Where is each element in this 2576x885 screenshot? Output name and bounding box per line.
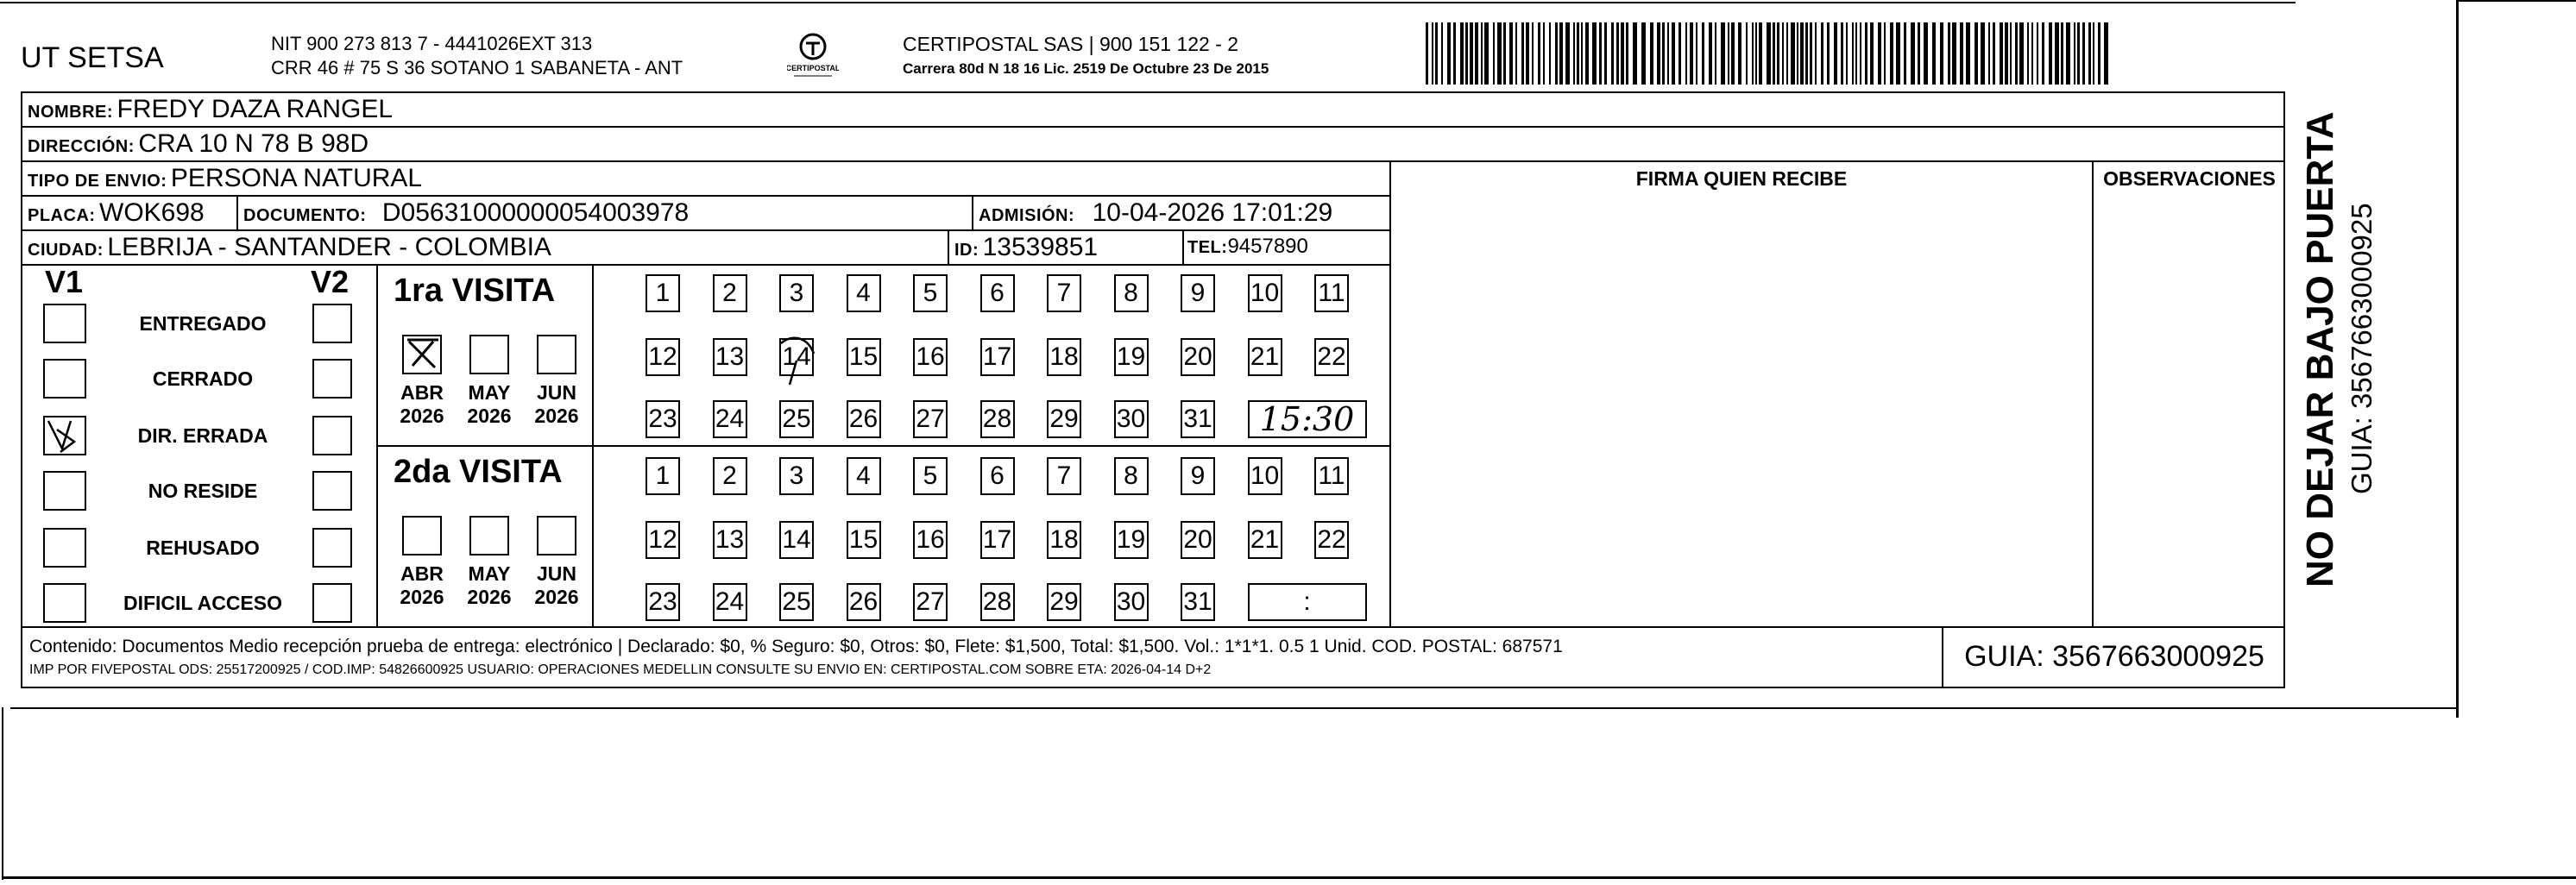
day-box[interactable]: 18 <box>1047 521 1081 559</box>
day-box[interactable]: 30 <box>1114 400 1149 438</box>
day-box[interactable]: 22 <box>1314 338 1349 376</box>
day-box[interactable]: 14 <box>779 521 814 559</box>
nombre-label: NOMBRE: <box>28 103 114 122</box>
col-line <box>1182 229 1184 264</box>
nombre-field <box>28 95 393 124</box>
col-line <box>948 229 949 264</box>
firma-header: FIRMA QUIEN RECIBE <box>1635 167 1848 190</box>
row-line <box>21 626 2285 628</box>
day-box[interactable]: 1 <box>646 457 680 495</box>
status-option-label: NO RESIDE <box>148 480 258 502</box>
status-option-label: DIFICIL ACCESO <box>123 592 282 614</box>
status-option-label: REHUSADO <box>146 537 260 559</box>
v1-checkbox[interactable] <box>43 304 86 343</box>
tipo-field <box>28 164 422 193</box>
month-name: MAY <box>468 562 511 585</box>
day-box[interactable]: 19 <box>1114 338 1149 376</box>
day-box[interactable]: 14 <box>779 338 814 376</box>
tipo-value: PERSONA NATURAL <box>170 164 423 192</box>
v1-checkbox[interactable] <box>43 416 86 455</box>
day-box[interactable]: 5 <box>913 457 948 495</box>
month-label <box>394 562 450 609</box>
admision-field <box>979 198 1332 228</box>
ciudad-field <box>28 233 551 262</box>
day-box[interactable]: 1 <box>646 274 680 312</box>
bottom-rule <box>2 876 2576 879</box>
row-line <box>21 160 2285 162</box>
day-box[interactable]: 6 <box>980 274 1015 312</box>
v2-checkbox[interactable] <box>312 304 352 343</box>
v2-checkbox[interactable] <box>312 359 352 399</box>
right-tick <box>2459 0 2576 2</box>
day-box[interactable]: 13 <box>713 338 747 376</box>
month-name: JUN <box>536 381 576 404</box>
day-box[interactable]: 19 <box>1114 521 1149 559</box>
month-year: 2026 <box>534 586 579 608</box>
day-box[interactable]: 10 <box>1248 274 1282 312</box>
visit-divider <box>376 445 1391 447</box>
month-label <box>528 381 585 428</box>
status-option-label: ENTREGADO <box>139 312 267 335</box>
month-checkbox[interactable] <box>402 516 442 555</box>
row-line <box>21 229 1391 231</box>
placa-value: WOK698 <box>99 198 205 227</box>
day-box[interactable]: 23 <box>646 583 680 621</box>
mid-rule <box>10 707 2458 709</box>
day-box[interactable]: 11 <box>1314 457 1349 495</box>
col-line <box>1389 160 1391 626</box>
month-name: ABR <box>400 381 444 404</box>
month-checkbox[interactable] <box>469 516 509 555</box>
v1-checkbox[interactable] <box>43 583 86 623</box>
month-name: JUN <box>536 562 576 585</box>
day-box[interactable]: 2 <box>713 274 747 312</box>
day-box[interactable]: 29 <box>1047 400 1081 438</box>
tel-value: 9457890 <box>1227 235 1308 258</box>
time-box[interactable]: : <box>1248 583 1367 621</box>
month-checkbox[interactable] <box>537 335 576 374</box>
license-line: Carrera 80d N 18 16 Lic. 2519 De Octubre 23 De 2015 <box>903 60 1269 77</box>
day-box[interactable]: 15 <box>847 521 881 559</box>
direccion-value: CRA 10 N 78 B 98D <box>138 129 369 158</box>
day-box[interactable]: 25 <box>779 583 814 621</box>
day-box[interactable]: 11 <box>1314 274 1349 312</box>
day-box[interactable]: 10 <box>1248 457 1282 495</box>
day-box[interactable]: 4 <box>847 457 881 495</box>
visit1-title: 1ra VISITA <box>394 273 556 309</box>
direccion-field <box>28 129 368 159</box>
day-box[interactable]: 3 <box>779 457 814 495</box>
day-box[interactable]: 2 <box>713 457 747 495</box>
day-box[interactable]: 9 <box>1181 274 1215 312</box>
status-option-label: DIR. ERRADA <box>137 424 268 447</box>
visit2-title: 2da VISITA <box>394 454 563 490</box>
v1-checkbox[interactable] <box>43 528 86 568</box>
day-box[interactable]: 24 <box>713 583 747 621</box>
nombre-value: FREDY DAZA RANGEL <box>117 95 394 123</box>
month-year: 2026 <box>467 586 512 608</box>
day-box[interactable]: 24 <box>713 400 747 438</box>
day-box[interactable]: 17 <box>980 521 1015 559</box>
month-checkbox[interactable] <box>402 335 442 374</box>
month-label <box>461 381 518 428</box>
col-line <box>236 195 238 229</box>
v1-checkbox[interactable] <box>43 359 86 399</box>
footer-line-1: Contenido: Documentos Medio recepción prueba de entrega: electrónico | Declarado: $0, % Seguro: $0, Otros: $0, Flete: $1,500, Total: $1,500. Vol.: 1*1*1. 0.5 1 Unid. COD. POSTAL: 687571 <box>29 637 1563 656</box>
side-warning: NO DEJAR BAJO PUERTA <box>2299 111 2341 587</box>
day-box[interactable]: 27 <box>913 583 948 621</box>
month-year: 2026 <box>400 405 444 427</box>
placa-field <box>28 198 205 228</box>
row-line <box>21 126 2285 128</box>
day-box[interactable]: 27 <box>913 400 948 438</box>
day-box[interactable]: 16 <box>913 521 948 559</box>
row-line <box>21 264 1391 266</box>
certipostal-logo <box>787 31 839 79</box>
ciudad-value: LEBRIJA - SANTANDER - COLOMBIA <box>107 233 551 261</box>
day-box[interactable]: 28 <box>980 400 1015 438</box>
month-name: MAY <box>468 381 511 404</box>
v1-checkbox[interactable] <box>43 471 86 511</box>
month-year: 2026 <box>400 586 444 608</box>
month-year: 2026 <box>467 405 512 427</box>
day-box[interactable]: 7 <box>1047 274 1081 312</box>
observaciones-header: OBSERVACIONES <box>2103 167 2276 190</box>
direccion-label: DIRECCIÓN: <box>28 137 135 156</box>
day-box[interactable]: 4 <box>847 274 881 312</box>
documento-value: D05631000000054003978 <box>381 198 690 227</box>
month-label <box>461 562 518 609</box>
month-checkbox[interactable] <box>537 516 576 555</box>
day-box[interactable]: 8 <box>1114 457 1149 495</box>
day-box[interactable]: 7 <box>1047 457 1081 495</box>
day-box[interactable]: 16 <box>913 338 948 376</box>
status-option-label: CERRADO <box>152 367 254 390</box>
day-box[interactable]: 6 <box>980 457 1015 495</box>
certipostal-line: CERTIPOSTAL SAS | 900 151 122 - 2 <box>903 33 1239 55</box>
side-guia: GUIA: 3567663000925 <box>2346 203 2378 494</box>
day-box[interactable]: 21 <box>1248 521 1282 559</box>
month-label <box>528 562 585 609</box>
documento-field <box>243 198 689 228</box>
month-checkbox[interactable] <box>469 335 509 374</box>
day-box[interactable]: 17 <box>980 338 1015 376</box>
address-line: CRR 46 # 75 S 36 SOTANO 1 SABANETA - ANT <box>271 57 683 78</box>
ciudad-label: CIUDAD: <box>28 241 104 260</box>
day-box[interactable]: 23 <box>646 400 680 438</box>
documento-label: DOCUMENTO: <box>243 206 367 225</box>
day-box[interactable]: 8 <box>1114 274 1149 312</box>
tel-field <box>1187 235 1308 259</box>
day-box[interactable]: 20 <box>1181 521 1215 559</box>
left-rule <box>2 707 3 880</box>
day-box[interactable]: 29 <box>1047 583 1081 621</box>
month-name: ABR <box>400 562 444 585</box>
day-box[interactable]: 31 <box>1181 583 1215 621</box>
v2-checkbox[interactable] <box>312 416 352 455</box>
day-box[interactable]: 26 <box>847 400 881 438</box>
id-value: 13539851 <box>982 233 1099 261</box>
top-rule <box>0 2 2296 3</box>
day-box[interactable]: 15 <box>847 338 881 376</box>
id-field <box>954 233 1098 262</box>
col-line <box>972 195 973 229</box>
v2-checkbox[interactable] <box>312 528 352 568</box>
v2-label: V2 <box>311 264 350 299</box>
placa-label: PLACA: <box>28 206 96 225</box>
time-box[interactable]: 15:30 <box>1248 400 1367 438</box>
day-box[interactable]: 9 <box>1181 457 1215 495</box>
day-box[interactable]: 28 <box>980 583 1015 621</box>
right-rule <box>2456 0 2459 718</box>
day-box[interactable]: 18 <box>1047 338 1081 376</box>
footer-guia: GUIA: 3567663000925 <box>1964 640 2264 673</box>
day-box[interactable]: 21 <box>1248 338 1282 376</box>
admision-value: 10-04-2026 17:01:29 <box>1092 198 1333 227</box>
day-box[interactable]: 12 <box>646 521 680 559</box>
day-box[interactable]: 30 <box>1114 583 1149 621</box>
v2-checkbox[interactable] <box>312 583 352 623</box>
day-box[interactable]: 3 <box>779 274 814 312</box>
svg-text:CERTIPOSTAL: CERTIPOSTAL <box>787 64 839 72</box>
company-name: UT SETSA <box>21 41 164 74</box>
day-box[interactable]: 5 <box>913 274 948 312</box>
barcode <box>1426 22 2116 85</box>
nit-line: NIT 900 273 813 7 - 4441026EXT 313 <box>271 33 593 54</box>
v2-checkbox[interactable] <box>312 471 352 511</box>
tel-label: TEL: <box>1187 238 1228 257</box>
day-box[interactable]: 13 <box>713 521 747 559</box>
month-year: 2026 <box>534 405 579 427</box>
day-box[interactable]: 12 <box>646 338 680 376</box>
admision-label: ADMISIÓN: <box>979 206 1075 225</box>
day-box[interactable]: 26 <box>847 583 881 621</box>
col-line <box>2092 160 2094 626</box>
id-label: ID: <box>954 241 979 260</box>
day-box[interactable]: 31 <box>1181 400 1215 438</box>
day-box[interactable]: 25 <box>779 400 814 438</box>
row-line <box>21 195 1391 197</box>
month-label <box>394 381 450 428</box>
v1-label: V1 <box>45 264 84 299</box>
footer-line-2: IMP POR FIVEPOSTAL ODS: 25517200925 / COD.IMP: 54826600925 USUARIO: OPERACIONES MEDELLIN CONSULTE SU ENVIO EN: CERTIPOSTAL.COM SOBRE ETA: 2026-04-14 D+2 <box>29 662 1212 677</box>
day-box[interactable]: 22 <box>1314 521 1349 559</box>
day-box[interactable]: 20 <box>1181 338 1215 376</box>
tipo-label: TIPO DE ENVIO: <box>28 172 167 191</box>
